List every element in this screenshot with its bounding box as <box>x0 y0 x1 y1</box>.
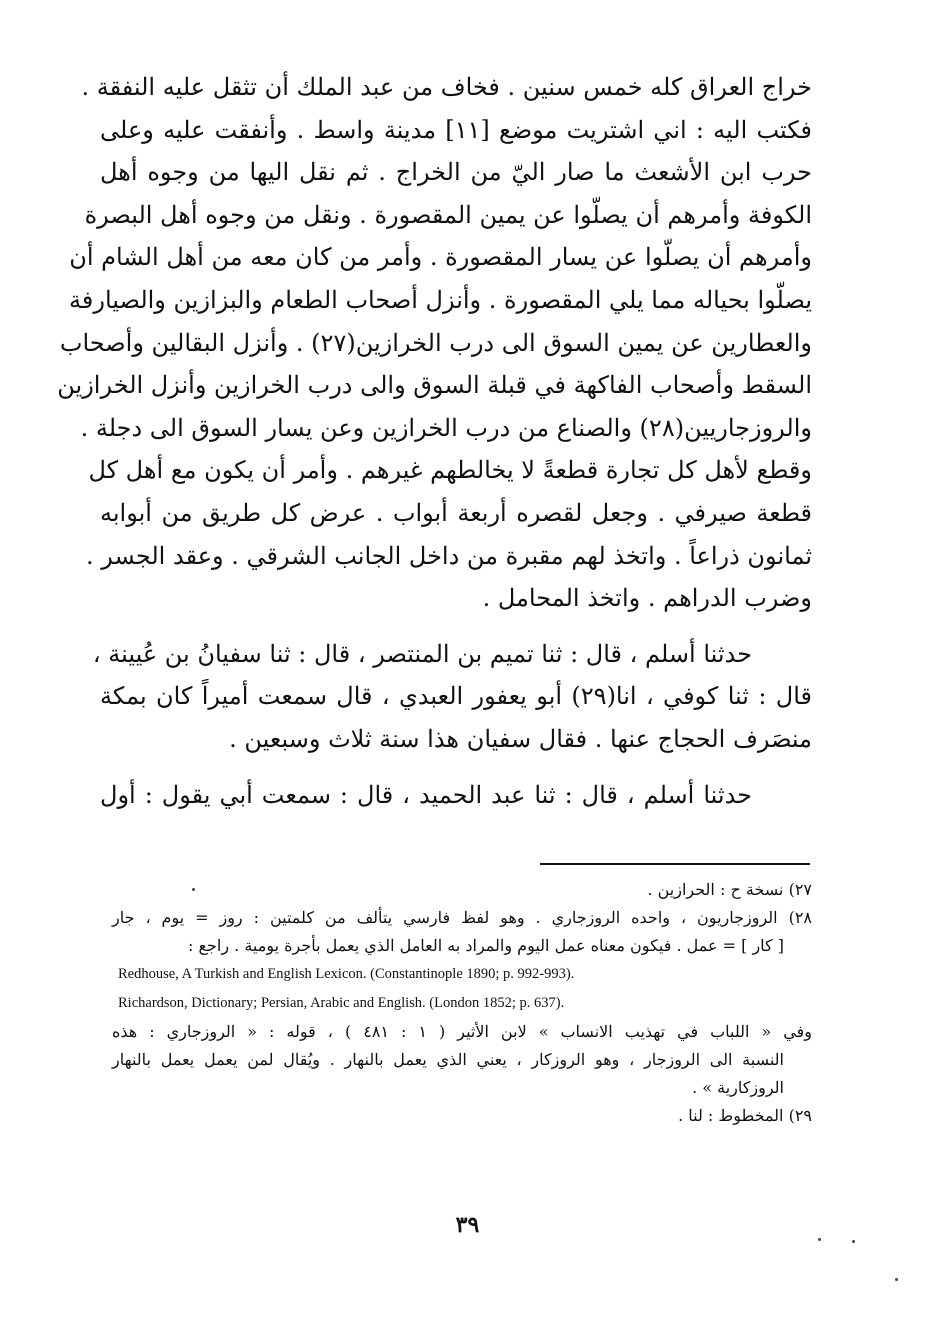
text-line: وضرب الدراهم . واتخذ المحامل . <box>482 584 812 613</box>
paragraph-gap <box>100 620 812 633</box>
page-number: ٣٩ <box>455 1212 480 1238</box>
speck-mark <box>895 1278 898 1281</box>
text-line: حدثنا أسلم ، قال : ثنا تميم بن المنتصر ، قال : ثنا سفيانُ بن عُيينة ، <box>92 639 752 668</box>
footnote-28-line: [ كار ] = عمل . فيكون معناه عمل اليوم والمراد به العامل الذي يعمل بأجرة يومية . راجع : <box>188 936 784 955</box>
text-line: حدثنا أسلم ، قال : ثنا عبد الحميد ، قال : سمعت أبي يقول : أول <box>100 780 753 809</box>
speck-mark <box>192 888 195 891</box>
footnote-29: ٢٩) المخطوط : لنا . <box>678 1106 812 1125</box>
text-line: قطعة صيرفي . وجعل لقصره أربعة أبواب . عرض كل طريق من أبوابه <box>100 498 812 527</box>
text-line: والعطارين عن يمين السوق الى درب الخرازين(٢٧) . وأنزل البقالين وأصحاب <box>59 328 812 357</box>
text-line: يصلّوا بحياله مما يلي المقصورة . وأنزل أصحاب الطعام والبزازين والصيارفة <box>69 285 812 314</box>
speck-mark <box>818 1238 821 1241</box>
footnotes <box>112 876 812 1130</box>
text-line: والروزجاريين(٢٨) والصناع من درب الخرازين وعن يسار السوق الى دجلة . <box>80 413 812 442</box>
text-line: قال : ثنا كوفي ، انا(٢٩) أبو يعفور العبدي ، قال سمعت أميراً كان بمكة <box>100 682 812 711</box>
paragraph-gap <box>100 761 812 774</box>
footnote-28-line: وفي « اللباب في تهذيب الانساب » لابن الأثير ( ١ : ٤٨١ ) ، قوله : « الروزجاري : هذه <box>112 1022 812 1041</box>
text-line: خراج العراق كله خمس سنين . فخاف من عبد الملك أن تثقل عليه النفقة . <box>81 73 812 101</box>
footnote-28-line: الروزكارية » . <box>692 1078 784 1097</box>
text-line: وقطع لأهل كل تجارة قطعةً لا يخالطهم غيرهم . وأمر أن يكون مع أهل كل <box>88 456 812 485</box>
footnote-28-line: النسبة الى الروزجار ، وهو الروزكار ، يعني الذي يعمل بالنهار . ويُقال لمن يعمل يعمل بالنهار <box>112 1050 784 1069</box>
footnote-27: ٢٧) نسخة ح : الحرازين . <box>647 880 812 899</box>
footnote-28-line: ٢٨) الروزجاريون ، واحده الروزجاري . وهو لفظ فارسي يتألف من كلمتين : روز = يوم ، جار <box>112 908 812 927</box>
text-line: ثمانون ذراعاً . واتخذ لهم مقبرة من داخل الجانب الشرقي . وعقد الجسر . <box>85 541 812 570</box>
speck-mark <box>852 1240 855 1243</box>
text-line: منصَرف الحجاج عنها . فقال سفيان هذا سنة ثلاث وسبعين . <box>229 724 812 753</box>
reference-redhouse: Redhouse, A Turkish and English Lexicon. (Constantinople 1890; p. 992-993). <box>118 966 575 982</box>
text-line: الكوفة وأمرهم أن يصلّوا عن يمين المقصورة . ونقل من وجوه أهل البصرة <box>84 200 812 229</box>
main-text <box>57 66 812 816</box>
text-line: حرب ابن الأشعث ما صار اليّ من الخراج . ثم نقل اليها من وجوه أهل <box>100 158 812 187</box>
text-line: فكتب اليه : اني اشتريت موضع [١١] مدينة واسط . وأنفقت عليه وعلى <box>100 115 812 144</box>
footnote-separator <box>540 863 810 865</box>
reference-richardson: Richardson, Dictionary; Persian, Arabic and English. (London 1852; p. 637). <box>118 995 565 1011</box>
text-line: السقط وأصحاب الفاكهة في قبلة السوق والى درب الخرازين وأنزل الخرازين <box>57 371 812 400</box>
text-line: وأمرهم أن يصلّوا عن يسار المقصورة . وأمر من كان معه من أهل الشام أن <box>69 243 812 272</box>
